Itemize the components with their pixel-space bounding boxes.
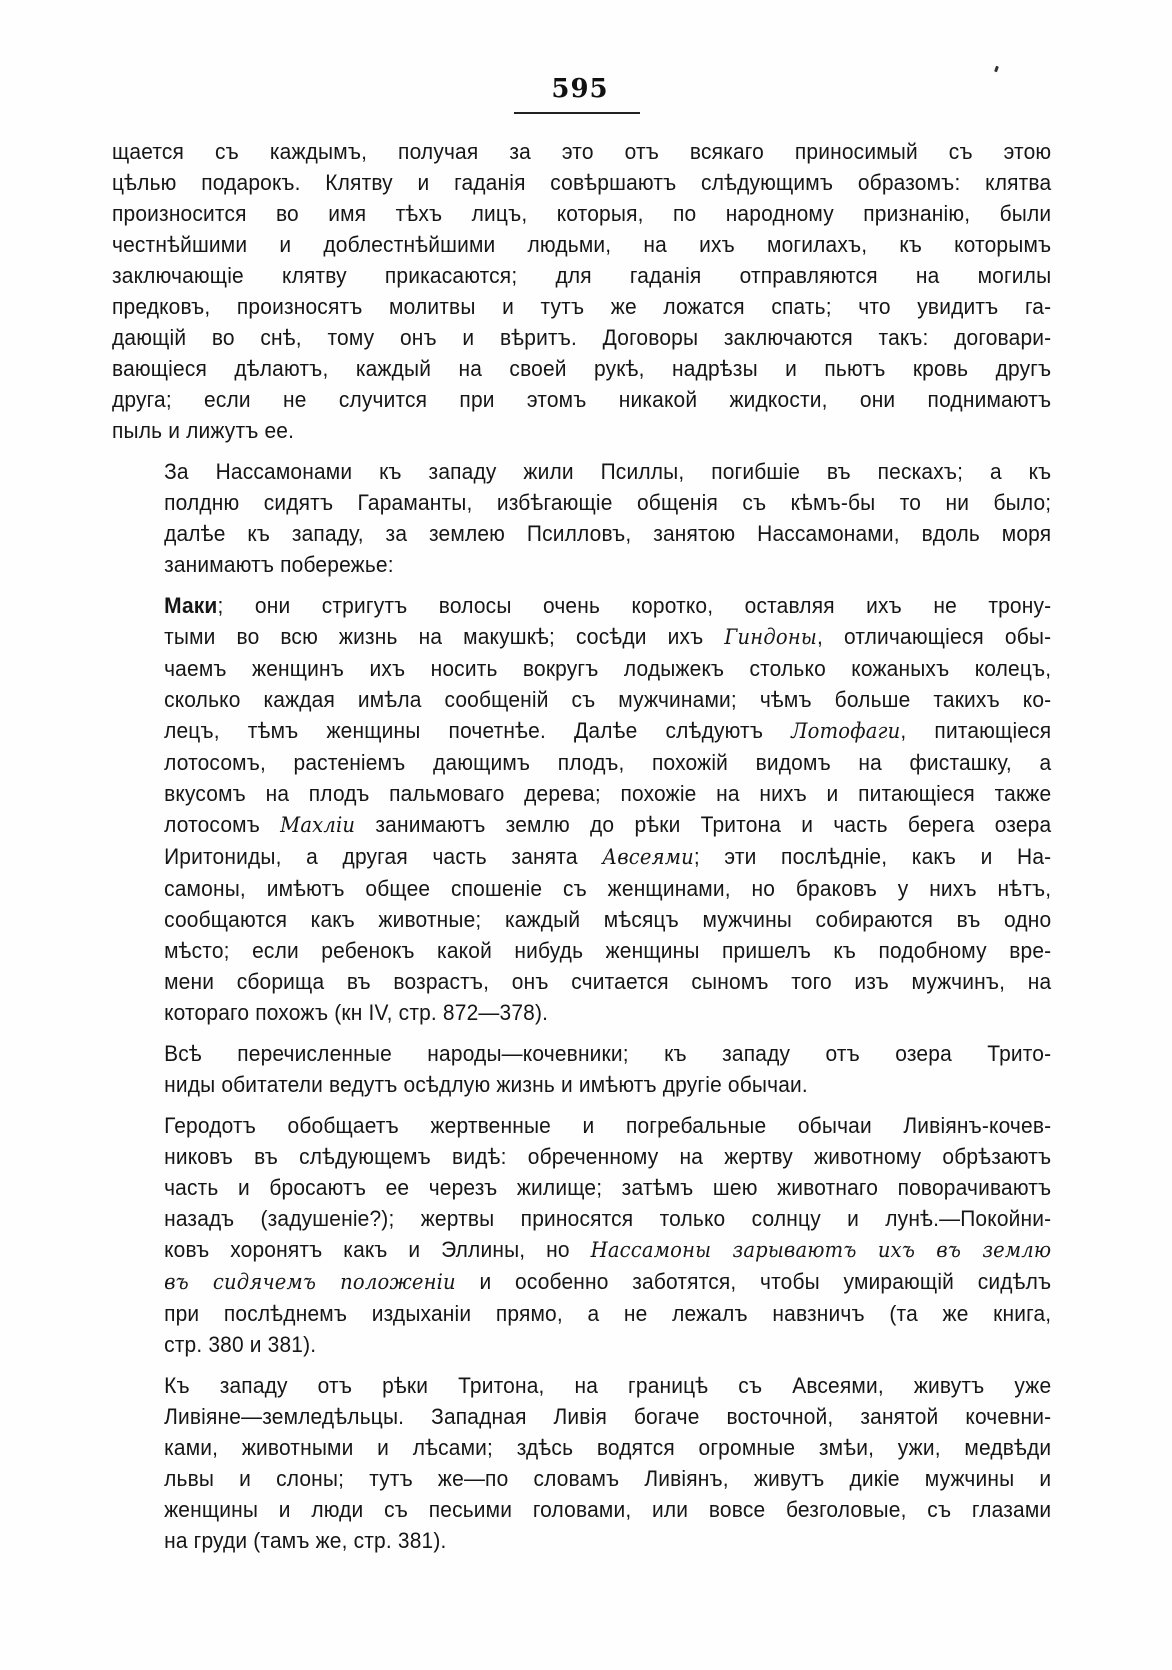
scan-speck — [994, 66, 999, 73]
text-run: честнѣйшими и доблестнѣйшими людьми, на ихъ могилахъ, къ которымъ — [112, 232, 1052, 257]
text-run: вающіеся дѣлаютъ, каждый на своей рукѣ, надрѣзы и пьютъ кровь другъ — [112, 356, 1052, 381]
text-line — [112, 353, 1051, 384]
text-run: Къ западу отъ рѣки Тритона, на границѣ съ Авсеями, живутъ уже — [164, 1373, 1052, 1398]
text-line — [112, 1266, 1051, 1298]
text-run: занимаютъ побережье: — [164, 552, 394, 577]
text-line — [112, 260, 1051, 291]
text-line — [112, 1141, 1051, 1172]
italic-term: Махліи — [280, 813, 356, 837]
text-line — [112, 1525, 1051, 1556]
text-line — [112, 456, 1051, 487]
text-run: женщины и люди съ песьими головами, или вовсе безголовые, съ глазами — [164, 1497, 1052, 1522]
paragraph — [112, 590, 1051, 1028]
text-line — [112, 384, 1051, 415]
text-run: никовъ въ слѣдующемъ видѣ: обреченному на жертву животному обрѣзаютъ — [164, 1144, 1052, 1169]
italic-term: Нассамоны зарываютъ ихъ въ землю — [590, 1238, 1052, 1262]
text-line — [112, 1432, 1051, 1463]
body-text — [112, 136, 1051, 1556]
text-line — [112, 322, 1051, 353]
paragraph — [112, 136, 1051, 446]
text-line — [112, 1401, 1051, 1432]
italic-term: въ сидячемъ положеніи — [164, 1270, 456, 1294]
text-line — [112, 841, 1051, 873]
text-run: сколько каждая имѣла сообщеній съ мужчинами; чѣмъ больше такихъ ко- — [164, 687, 1052, 712]
text-line — [112, 1110, 1051, 1141]
text-run: лотосомъ, растеніемъ дающимъ плодъ, похожій видомъ на фисташку, а — [164, 750, 1052, 775]
text-line — [112, 873, 1051, 904]
text-run: Иритониды, а другая часть занята — [164, 844, 603, 869]
text-run: часть и бросаютъ ее черезъ жилище; затѣмъ шею животнаго поворачиваютъ — [164, 1175, 1052, 1200]
text-line — [112, 1038, 1051, 1069]
text-line — [112, 1494, 1051, 1525]
text-line — [112, 904, 1051, 935]
text-run: ковъ хоронятъ какъ и Эллины, но — [164, 1237, 591, 1262]
text-run: самоны, имѣютъ общее спошеніе съ женщинами, но браковъ у нихъ нѣтъ, — [164, 876, 1052, 901]
text-run: далѣе къ западу, за землею Псилловъ, занятою Нассамонами, вдоль моря — [164, 521, 1052, 546]
text-line — [112, 997, 1051, 1028]
text-line — [112, 653, 1051, 684]
text-run: Ливіяне—земледѣльцы. Западная Ливія богаче восточной, занятой кочевни- — [164, 1404, 1052, 1429]
italic-term: Гиндоны — [724, 625, 818, 649]
text-run: чаемъ женщинъ ихъ носить вокругъ лодыжекъ столько кожаныхъ колецъ, — [164, 656, 1052, 681]
text-run: предковъ, произносятъ молитвы и тутъ же ложатся спать; что увидитъ га- — [112, 294, 1052, 319]
text-line — [112, 415, 1051, 446]
text-line — [112, 966, 1051, 997]
paragraph — [112, 1370, 1051, 1556]
bold-term: Маки — [164, 593, 218, 618]
text-run: , отличающіеся обы- — [817, 624, 1052, 649]
text-line — [112, 167, 1051, 198]
text-run: вкусомъ на плодъ пальмоваго дерева; похожіе на нихъ и питающіеся также — [164, 781, 1052, 806]
text-line — [112, 1069, 1051, 1100]
text-line — [112, 1329, 1051, 1360]
text-run: щается съ каждымъ, получая за это отъ всякаго приносимый съ этою — [112, 139, 1052, 164]
text-line — [112, 291, 1051, 322]
text-line — [112, 809, 1051, 841]
paragraph — [112, 1038, 1051, 1100]
text-run: произносится во имя тѣхъ лицъ, которыя, по народному признанію, были — [112, 201, 1052, 226]
text-line — [112, 935, 1051, 966]
text-run: цѣлью подарокъ. Клятву и гаданія совѣршаютъ слѣдующимъ образомъ: клятва — [112, 170, 1052, 195]
text-line — [112, 1172, 1051, 1203]
italic-term: Авсеями — [602, 845, 694, 869]
text-line — [112, 1463, 1051, 1494]
text-run: тыми во всю жизнь на макушкѣ; сосѣди ихъ — [164, 624, 725, 649]
text-run: Геродотъ обобщаетъ жертвенные и погребальные обычаи Ливіянъ-кочев- — [164, 1113, 1052, 1138]
text-run: львы и слоны; тутъ же—по словамъ Ливіянъ, живутъ дикіе мужчины и — [164, 1466, 1052, 1491]
italic-term: Лотофаги — [791, 719, 901, 743]
text-line — [112, 487, 1051, 518]
text-run: на груди (тамъ же, стр. 381). — [164, 1528, 447, 1553]
text-run: и особенно заботятся, чтобы умирающій сидѣлъ — [455, 1269, 1052, 1294]
text-line — [112, 621, 1051, 653]
text-run: ; эти послѣдніе, какъ и На- — [693, 844, 1052, 869]
text-run: стр. 380 и 381). — [164, 1332, 317, 1357]
text-line — [112, 229, 1051, 260]
text-line — [112, 1298, 1051, 1329]
text-run: пыль и лижутъ ее. — [112, 418, 295, 443]
text-run: лотосомъ — [164, 812, 281, 837]
text-line — [112, 136, 1051, 167]
text-line — [112, 1203, 1051, 1234]
text-run: котораго похожъ (кн IV, стр. 872—378). — [164, 1000, 549, 1025]
text-run: , питающіеся — [900, 718, 1052, 743]
text-run: лецъ, тѣмъ женщины почетнѣе. Далѣе слѣдуютъ — [164, 718, 792, 743]
text-line — [112, 684, 1051, 715]
text-line — [112, 590, 1051, 621]
text-run: дающій во снѣ, тому онъ и вѣритъ. Договоры заключаются такъ: договари- — [112, 325, 1052, 350]
text-run: друга; если не случится при этомъ никакой жидкости, они поднимаютъ — [112, 387, 1052, 412]
text-line — [112, 715, 1051, 747]
text-line — [112, 549, 1051, 580]
text-run: мѣсто; если ребенокъ какой нибудь женщины пришелъ къ подобному вре- — [164, 938, 1052, 963]
text-line — [112, 747, 1051, 778]
text-run: сообщаются какъ животные; каждый мѣсяцъ мужчины собираются въ одно — [164, 907, 1052, 932]
text-run: мени сборища въ возрастъ, онъ считается сыномъ того изъ мужчинъ, на — [164, 969, 1052, 994]
text-line — [112, 778, 1051, 809]
text-run: ; они стригутъ волосы очень коротко, оставляя ихъ не трону- — [217, 593, 1052, 618]
text-line — [112, 198, 1051, 229]
page-number: 595 — [551, 74, 609, 104]
page-number-rule — [514, 112, 640, 114]
text-line — [112, 518, 1051, 549]
text-run: ниды обитатели ведутъ осѣдлую жизнь и имѣютъ другіе обычаи. — [164, 1072, 808, 1097]
text-run: занимаютъ землю до рѣки Тритона и часть берега озера — [355, 812, 1052, 837]
text-run: полдню сидятъ Гараманты, избѣгающіе общенія съ кѣмъ-бы то ни было; — [164, 490, 1052, 515]
text-run: заключающіе клятву прикасаются; для гаданія отправляются на могилы — [112, 263, 1052, 288]
text-run: За Нассамонами къ западу жили Псиллы, погибшіе въ пескахъ; а къ — [164, 459, 1052, 484]
paragraph — [112, 456, 1051, 580]
paragraph — [112, 1110, 1051, 1360]
text-run: ками, животными и лѣсами; здѣсь водятся огромные змѣи, ужи, медвѣди — [164, 1435, 1052, 1460]
text-line — [112, 1234, 1051, 1266]
text-run: назадъ (задушеніе?); жертвы приносятся только солнцу и лунѣ.—Покойни- — [164, 1206, 1052, 1231]
text-line — [112, 1370, 1051, 1401]
text-run: при послѣднемъ издыханіи прямо, а не лежалъ навзничъ (та же книга, — [164, 1301, 1052, 1326]
text-run: Всѣ перечисленные народы—кочевники; къ западу отъ озера Трито- — [164, 1041, 1052, 1066]
